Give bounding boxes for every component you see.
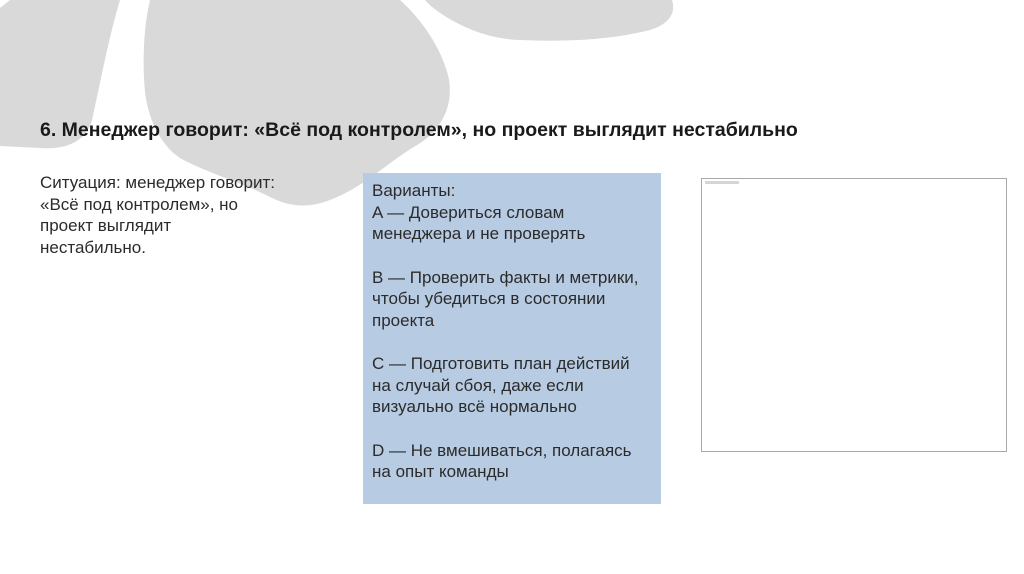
option-a: A — Довериться словам менеджера и не проверять xyxy=(372,202,586,243)
slide-title: 6. Менеджер говорит: «Всё под контролем», но проект выглядит нестабильно xyxy=(40,119,798,141)
frame-corner-mark xyxy=(705,181,739,184)
options-heading: Варианты: xyxy=(372,181,456,200)
empty-image-frame xyxy=(701,178,1007,452)
situation-text: Ситуация: менеджер говорит: «Всё под контролем», но проект выглядит нестабильно. xyxy=(40,173,275,257)
option-d: D — Не вмешиваться, полагаясь на опыт команды xyxy=(372,440,632,481)
option-b: B — Проверить факты и метрики, чтобы убедиться в состоянии проекта xyxy=(372,267,639,330)
decor-shape-right xyxy=(425,0,673,41)
options-box xyxy=(363,173,661,504)
option-c: C — Подготовить план действий на случай сбоя, даже если визуально всё нормально xyxy=(372,354,630,416)
